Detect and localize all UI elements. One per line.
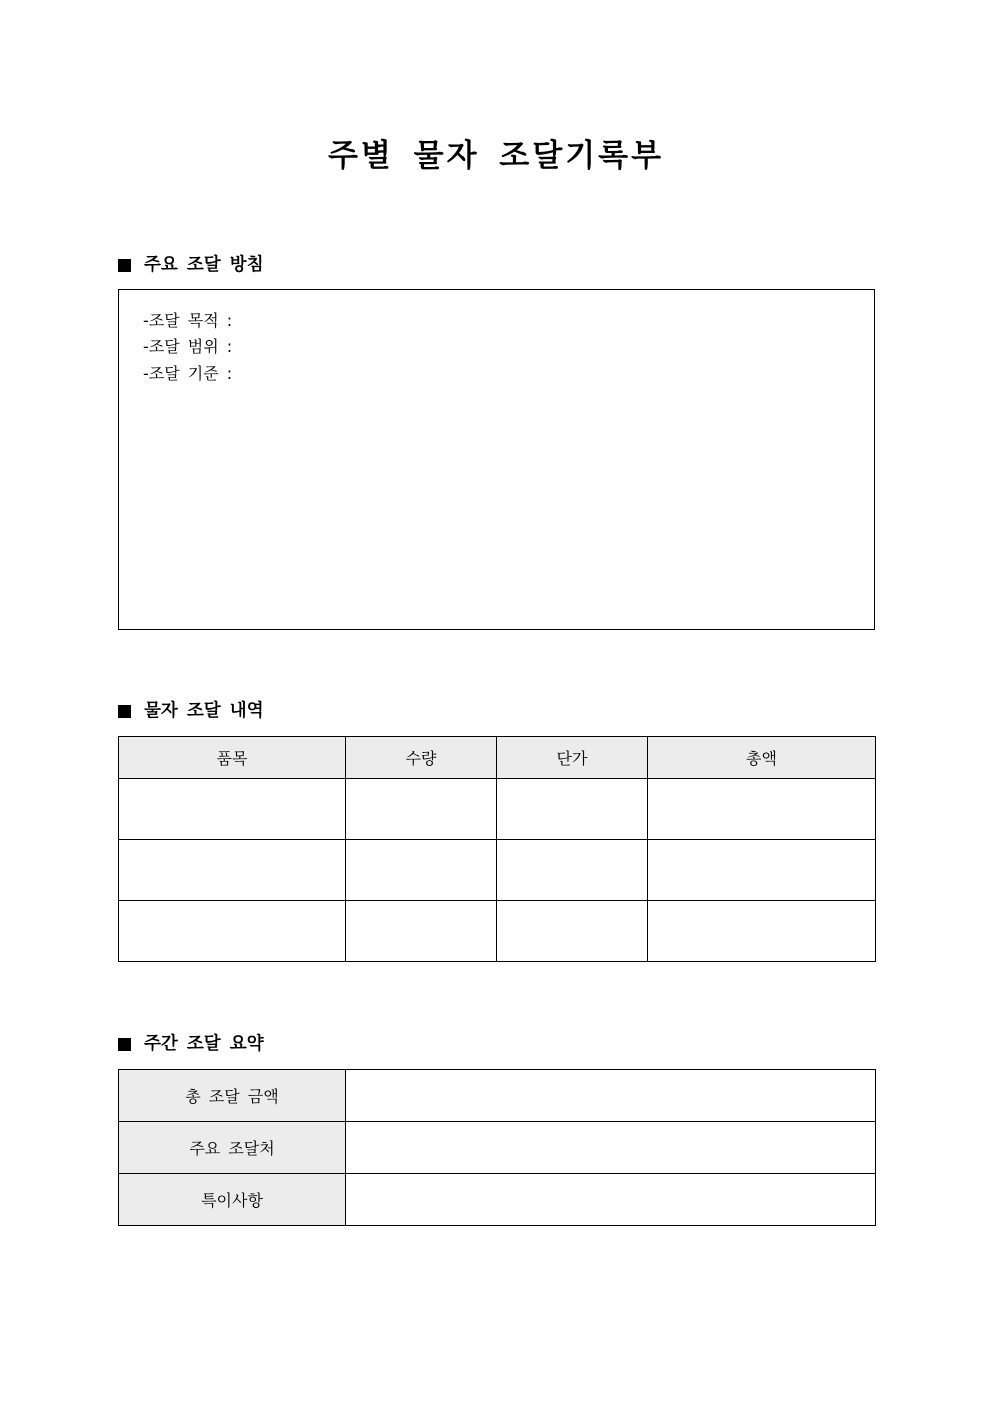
quantity-cell[interactable] bbox=[346, 840, 497, 901]
items-section-heading bbox=[118, 699, 264, 723]
total-cell[interactable] bbox=[648, 840, 876, 901]
summary-value-notes[interactable] bbox=[346, 1174, 876, 1226]
policy-section-title: 주요 조달 방침 bbox=[144, 255, 264, 275]
summary-row-notes bbox=[119, 1174, 876, 1226]
unit-price-cell[interactable] bbox=[497, 840, 648, 901]
policy-section-heading bbox=[118, 253, 264, 277]
summary-value-main-supplier[interactable] bbox=[346, 1122, 876, 1174]
summary-row-main-supplier bbox=[119, 1122, 876, 1174]
square-bullet-icon bbox=[118, 705, 131, 718]
quantity-cell[interactable] bbox=[346, 779, 497, 840]
item-cell[interactable] bbox=[119, 901, 346, 962]
item-cell[interactable] bbox=[119, 779, 346, 840]
policy-line-purpose: -조달 목적 : bbox=[143, 311, 233, 330]
policy-line-criteria: -조달 기준 : bbox=[143, 364, 233, 383]
policy-line-scope: -조달 범위 : bbox=[143, 337, 233, 356]
policy-text-box[interactable] bbox=[118, 289, 875, 630]
summary-label-notes: 특이사항 bbox=[119, 1174, 346, 1226]
column-header-quantity: 수량 bbox=[346, 737, 497, 779]
unit-price-cell[interactable] bbox=[497, 901, 648, 962]
table-row bbox=[119, 840, 876, 901]
table-row bbox=[119, 901, 876, 962]
items-header-row bbox=[119, 737, 876, 779]
total-cell[interactable] bbox=[648, 901, 876, 962]
document-title: 주별 물자 조달기록부 bbox=[327, 138, 665, 174]
total-cell[interactable] bbox=[648, 779, 876, 840]
square-bullet-icon bbox=[118, 1038, 131, 1051]
summary-label-total-amount: 총 조달 금액 bbox=[119, 1070, 346, 1122]
unit-price-cell[interactable] bbox=[497, 779, 648, 840]
square-bullet-icon bbox=[118, 259, 131, 272]
summary-row-total-amount bbox=[119, 1070, 876, 1122]
summary-section-title: 주간 조달 요약 bbox=[144, 1034, 264, 1054]
item-cell[interactable] bbox=[119, 840, 346, 901]
column-header-total: 총액 bbox=[648, 737, 876, 779]
summary-section-heading bbox=[118, 1032, 264, 1056]
summary-table bbox=[118, 1069, 876, 1226]
summary-label-main-supplier: 주요 조달처 bbox=[119, 1122, 346, 1174]
items-section-title: 물자 조달 내역 bbox=[144, 701, 264, 721]
summary-value-total-amount[interactable] bbox=[346, 1070, 876, 1122]
quantity-cell[interactable] bbox=[346, 901, 497, 962]
column-header-item: 품목 bbox=[119, 737, 346, 779]
items-table bbox=[118, 736, 876, 962]
column-header-unit-price: 단가 bbox=[497, 737, 648, 779]
table-row bbox=[119, 779, 876, 840]
